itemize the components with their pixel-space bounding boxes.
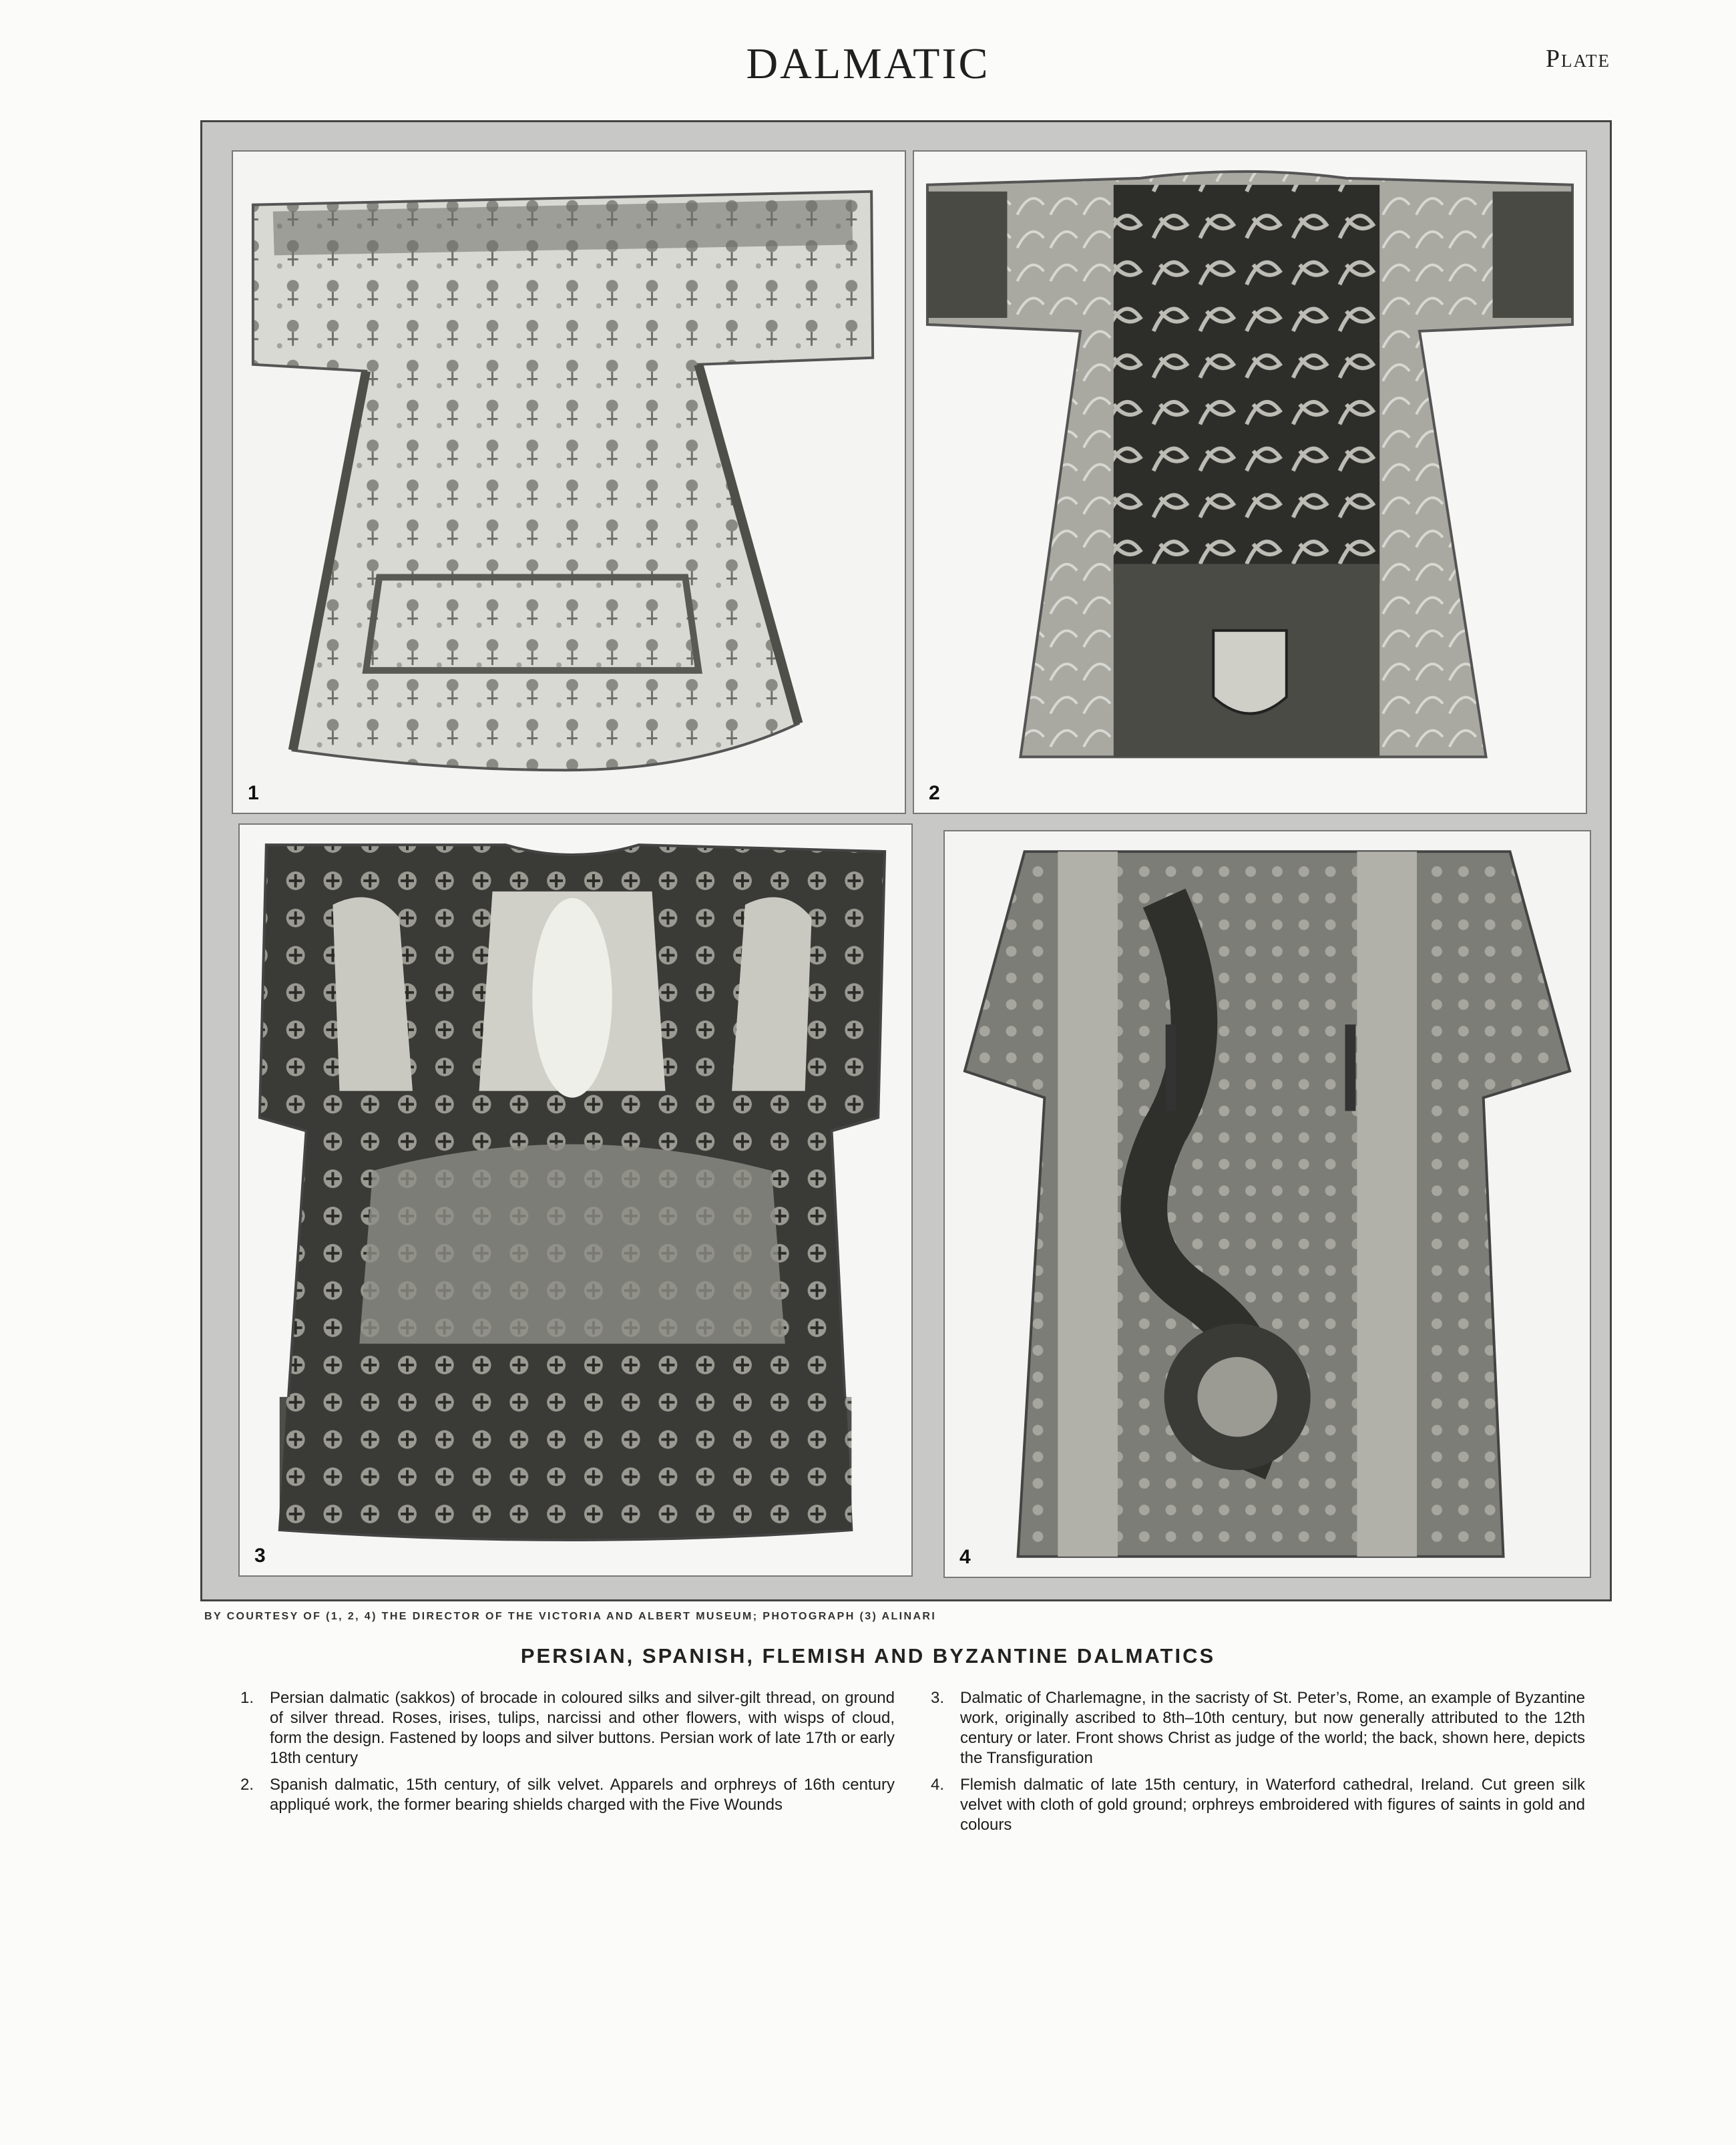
figure-4-number: 4 — [959, 1546, 971, 1568]
page-title: DALMATIC — [746, 39, 990, 88]
flemish-dalmatic-photo — [945, 831, 1590, 1577]
figure-1-number: 1 — [248, 782, 259, 804]
caption-item-1 — [240, 1688, 895, 1768]
caption-item-number: 2. — [240, 1776, 254, 1794]
figure-3-photo — [238, 823, 913, 1577]
figure-2-number: 2 — [929, 782, 940, 804]
figure-2-photo — [913, 150, 1587, 814]
photo-credit: BY COURTESY OF (1, 2, 4) THE DIRECTOR OF THE VICTORIA AND ALBERT MUSEUM; PHOTOGRAPH (3) ALINARI — [204, 1611, 937, 1622]
caption-item-text: Dalmatic of Charlemagne, in the sacristy of St. Peter’s, Rome, an example of Byzantine work, originally ascribed to 8th–10th century, but now generally attributed to the 12th century or later. Front shows Christ as judge of the world; the back, shown here, depicts the Transfiguration — [960, 1689, 1585, 1767]
caption-item-number: 1. — [240, 1689, 254, 1707]
caption-item-number: 4. — [931, 1776, 945, 1794]
plate-frame — [200, 120, 1612, 1601]
spanish-dalmatic-photo — [914, 152, 1586, 813]
caption-title: PERSIAN, SPANISH, FLEMISH AND BYZANTINE DALMATICS — [520, 1644, 1216, 1668]
figure-4-photo — [943, 830, 1591, 1578]
caption-item-number: 3. — [931, 1689, 945, 1707]
persian-dalmatic-photo — [233, 152, 905, 813]
caption-item-text: Spanish dalmatic, 15th century, of silk velvet. Apparels and orphreys of 16th century appliqué work, the former bearing shields charged with the Five Wounds — [270, 1776, 895, 1814]
caption-column-right — [931, 1688, 1585, 1842]
caption-item-4 — [931, 1775, 1585, 1835]
figure-3-number: 3 — [254, 1545, 266, 1567]
caption-item-3 — [931, 1688, 1585, 1768]
figure-1-photo — [232, 150, 906, 814]
charlemagne-dalmatic-photo — [240, 825, 911, 1575]
plate-label: Plate — [1545, 45, 1610, 73]
caption-item-text: Persian dalmatic (sakkos) of brocade in coloured silks and silver-gilt thread, on ground of silver thread. Roses, irises, tulips, narcissi and other flowers, with wisps of cloud, form the design. Fastened by loops and silver buttons. Persian work of late 17th or early 18th century — [270, 1689, 895, 1767]
caption-column-left — [240, 1688, 895, 1822]
caption-item-text: Flemish dalmatic of late 15th century, in Waterford cathedral, Ireland. Cut green silk velvet with cloth of gold ground; orphreys embroidered with figures of saints in gold and colours — [960, 1776, 1585, 1834]
caption-item-2 — [240, 1775, 895, 1815]
